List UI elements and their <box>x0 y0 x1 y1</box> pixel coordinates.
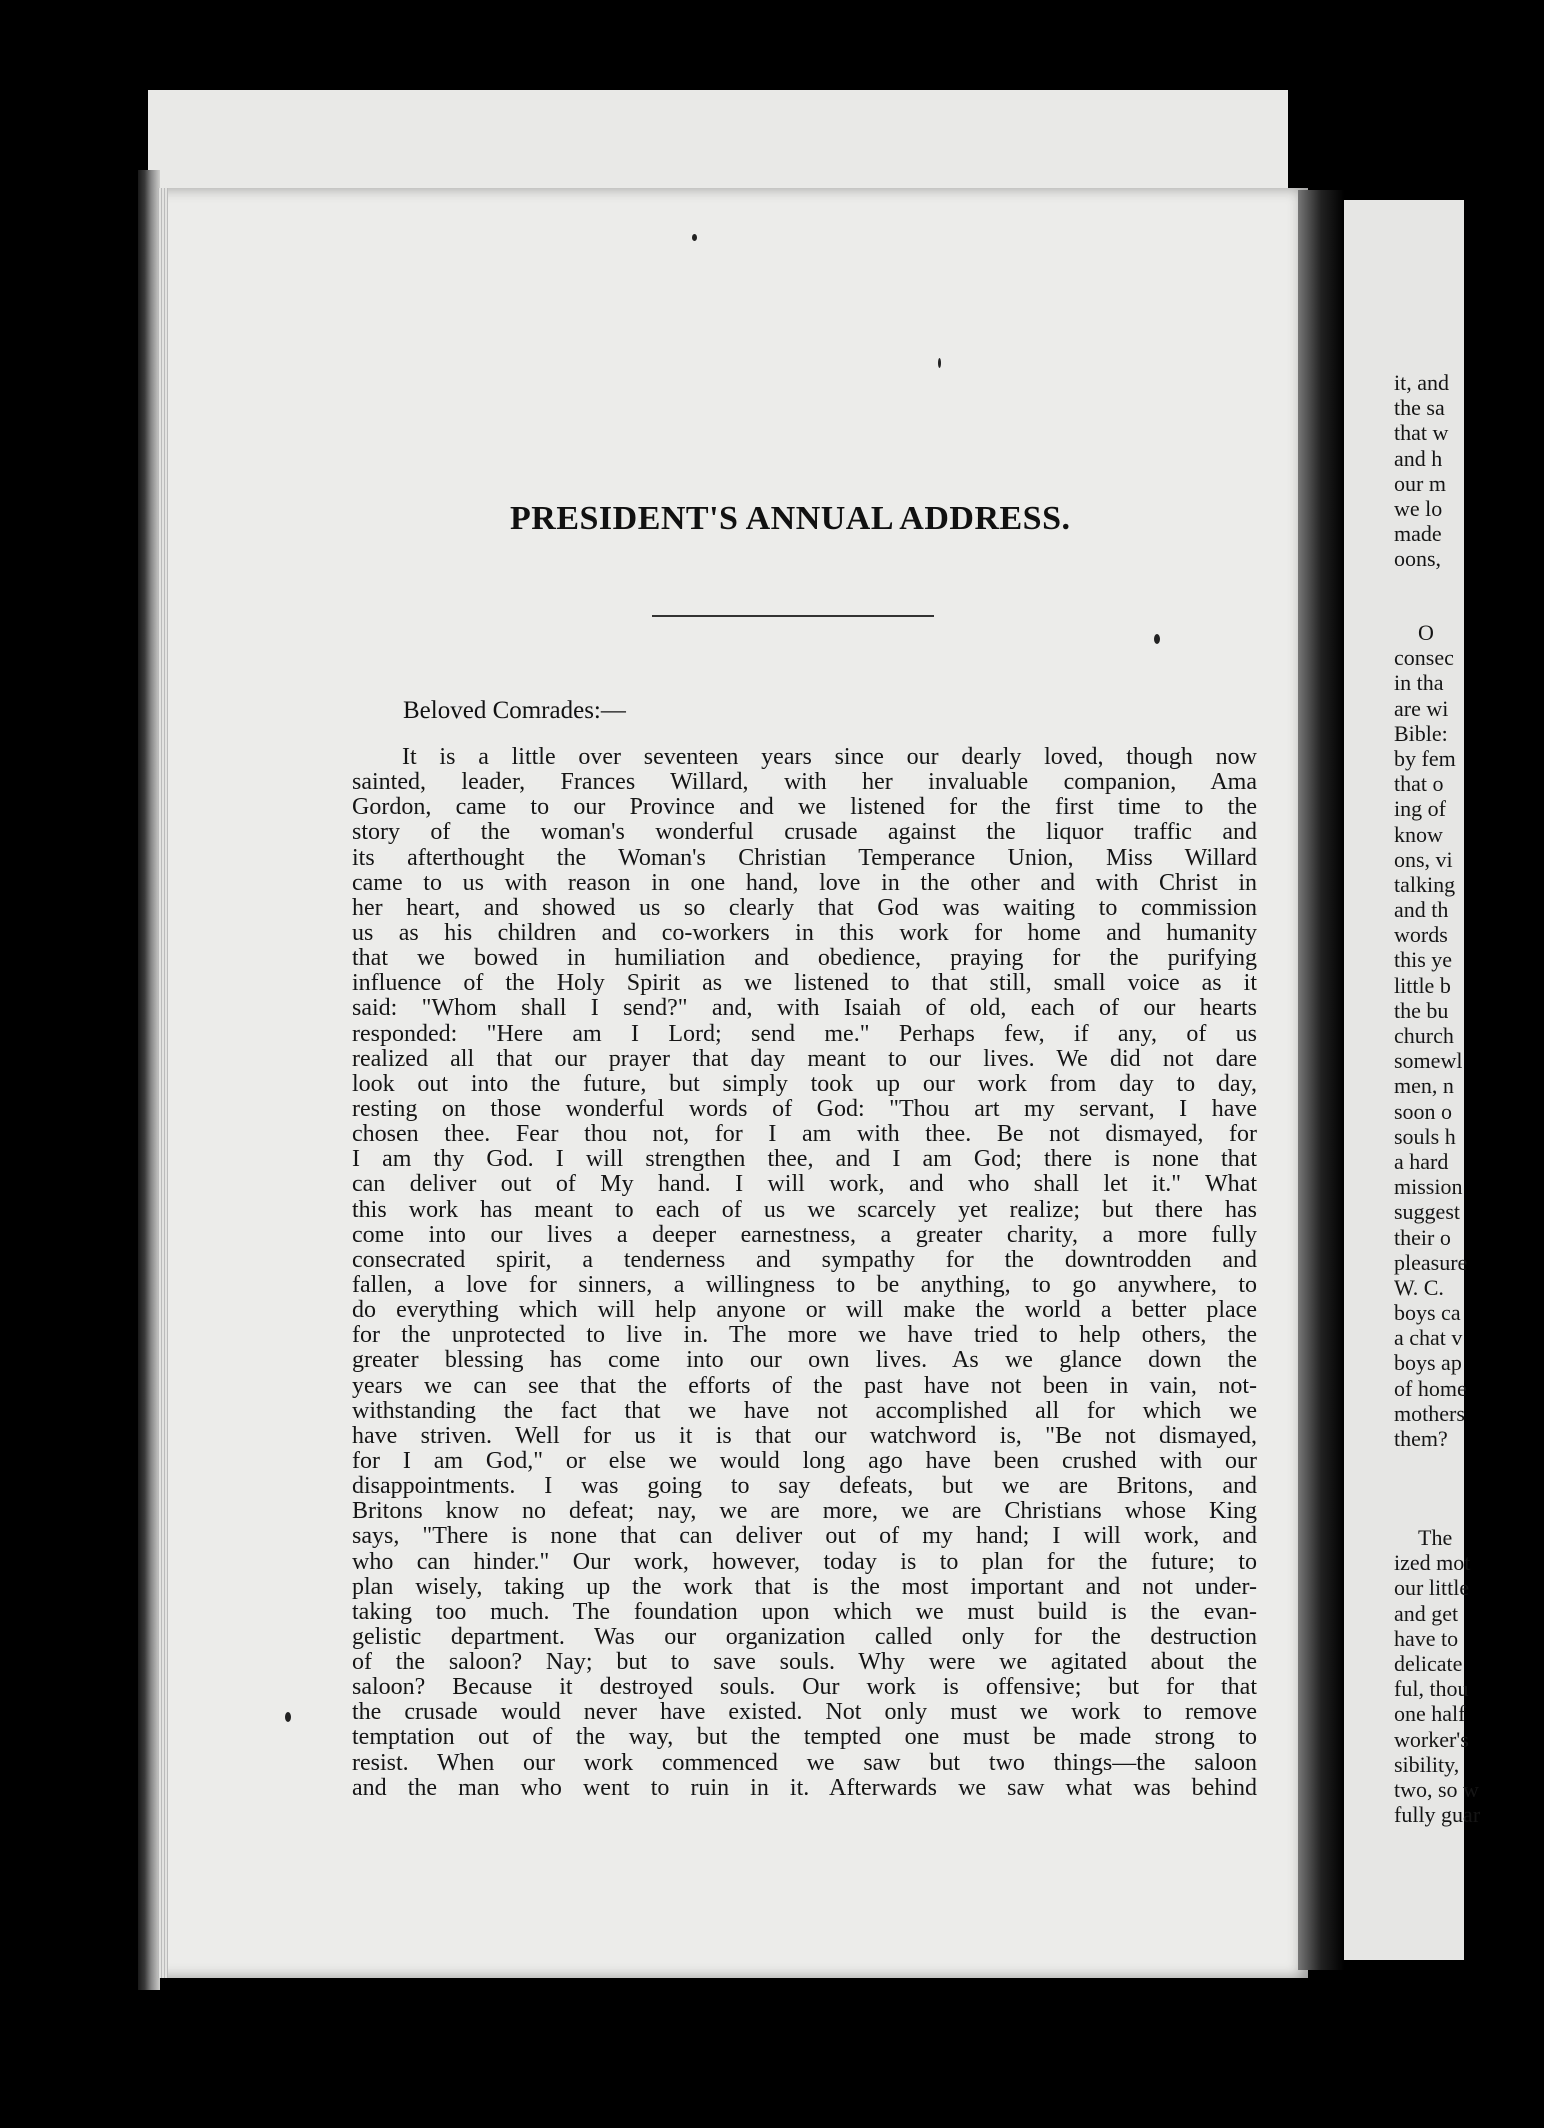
facing-text-line: ing of <box>1394 796 1446 822</box>
facing-text-line: their o <box>1394 1224 1451 1250</box>
text-line: disappointments. I was going to say defeats, but we are Britons, and <box>352 1473 1257 1500</box>
facing-text-line: of home <box>1394 1375 1467 1401</box>
text-line: and the man who went to ruin in it. Afterwards we saw what was behind <box>352 1774 1257 1801</box>
facing-text-line: our little <box>1394 1575 1470 1601</box>
facing-text-line: and th <box>1394 897 1449 923</box>
text-line: consecrated spirit, a tenderness and sympathy for the downtrodden and <box>352 1246 1257 1273</box>
book-binding <box>138 170 160 1990</box>
facing-text-line: it, and <box>1394 370 1449 395</box>
ink-speck <box>1154 634 1160 644</box>
facing-page <box>1344 200 1481 1960</box>
facing-text-line: the bu <box>1394 997 1449 1023</box>
facing-text-line: ons, vi <box>1394 846 1453 872</box>
facing-text-line: worker's <box>1394 1726 1469 1752</box>
facing-text-line: in tha <box>1394 670 1444 696</box>
facing-text-line: and get <box>1394 1600 1459 1626</box>
facing-text-line: a hard <box>1394 1148 1449 1174</box>
text-line: says, "There is none that can deliver out of my hand; I will work, and <box>352 1523 1257 1550</box>
facing-text-line: somewl <box>1394 1048 1463 1074</box>
facing-text-line: made <box>1394 521 1442 547</box>
facing-text-line: the sa <box>1394 395 1445 421</box>
facing-text-line: souls h <box>1394 1123 1456 1149</box>
facing-text-line: this ye <box>1394 947 1453 973</box>
text-line: that we bowed in humiliation and obedience, praying for the purifying <box>352 945 1257 972</box>
facing-text-line: Bible: <box>1394 720 1448 746</box>
facing-text-line: that w <box>1394 420 1449 446</box>
text-line: resting on those wonderful words of God: "Thou art my servant, I have <box>352 1095 1257 1122</box>
facing-text-line: soon o <box>1394 1098 1453 1124</box>
text-line: story of the woman's wonderful crusade against the liquor traffic and <box>352 819 1257 846</box>
facing-text-line: W. C. <box>1394 1274 1444 1300</box>
facing-text-line: by fem <box>1394 745 1456 771</box>
page-edges <box>158 188 168 1978</box>
title-rule <box>652 615 934 617</box>
facing-text-line: suggest <box>1394 1199 1460 1225</box>
facing-text-line: two, so w <box>1394 1776 1479 1802</box>
text-line: Gordon, came to our Province and we listened for the first time to the <box>352 794 1257 821</box>
text-line: chosen thee. Fear thou not, for I am with thee. Be not dismayed, for <box>352 1121 1257 1148</box>
text-line: look out into the future, but simply took up our work from day to day, <box>352 1070 1257 1097</box>
facing-text-line: and h <box>1394 445 1443 471</box>
text-line: greater blessing has come into our own lives. As we glance down the <box>352 1347 1257 1374</box>
facing-text-line: our m <box>1394 470 1446 496</box>
text-line: us as his children and co-workers in this work for home and humanity <box>352 919 1257 946</box>
facing-text-line: a chat v <box>1394 1325 1463 1351</box>
facing-text-line: little b <box>1394 972 1451 998</box>
facing-text-line: oons, <box>1394 546 1442 572</box>
facing-page-block-3 <box>1344 1525 1544 1827</box>
facing-text-line: words <box>1394 922 1448 948</box>
facing-text-line: ful, thou <box>1394 1676 1469 1702</box>
facing-text-line: pleasure <box>1394 1249 1468 1275</box>
text-line: I am thy God. I will strengthen thee, and I am God; there is none that <box>352 1146 1257 1173</box>
text-line: Britons know no defeat; nay, we are more, we are Christians whose King <box>352 1498 1257 1525</box>
facing-text-line: sibility, <box>1394 1751 1460 1777</box>
text-line: temptation out of the way, but the tempted one must be made strong to <box>352 1724 1257 1751</box>
text-line: of the saloon? Nay; but to save souls. Why were we agitated about the <box>352 1649 1257 1676</box>
text-line: for the unprotected to live in. The more we have tried to help others, the <box>352 1322 1257 1349</box>
text-line: said: "Whom shall I send?" and, with Isaiah of old, each of our hearts <box>352 995 1257 1022</box>
facing-text-line: talking <box>1394 871 1456 897</box>
text-line: who can hinder." Our work, however, today is to plan for the future; to <box>352 1548 1257 1575</box>
ink-speck <box>285 1712 291 1722</box>
text-line: this work has meant to each of us we scarcely yet realize; but there has <box>352 1196 1257 1223</box>
text-line: came to us with reason in one hand, love in the other and with Christ in <box>352 869 1257 896</box>
text-line: have striven. Well for us it is that our watchword is, "Be not dismayed, <box>352 1422 1257 1449</box>
text-line: plan wisely, taking up the work that is the most important and not under- <box>352 1573 1257 1600</box>
salutation: Beloved Comrades:— <box>403 697 626 724</box>
facing-text-line: are wi <box>1394 695 1449 721</box>
text-line: realized all that our prayer that day meant to our lives. We did not dare <box>352 1045 1257 1072</box>
facing-text-line: have to <box>1394 1625 1459 1651</box>
facing-page-block-1 <box>1344 370 1544 572</box>
facing-text-line: consec <box>1394 645 1454 671</box>
facing-text-line: mission <box>1394 1174 1463 1200</box>
body-text <box>352 745 1257 1801</box>
ink-speck <box>692 234 697 241</box>
text-line: fallen, a love for sinners, a willingness to be anything, to go anywhere, to <box>352 1271 1257 1298</box>
text-line: for I am God," or else we would long ago have been crushed with our <box>352 1447 1257 1474</box>
facing-page-block-2 <box>1344 620 1544 1451</box>
page-gutter <box>1298 190 1344 1970</box>
facing-text-line: them? <box>1394 1426 1448 1451</box>
facing-text-line: boys ca <box>1394 1300 1461 1326</box>
facing-text-line: The <box>1418 1525 1453 1550</box>
facing-text-line: delicate <box>1394 1650 1463 1676</box>
text-line: can deliver out of My hand. I will work, and who shall let it." What <box>352 1171 1257 1198</box>
text-line: resist. When our work commenced we saw but two things—the saloon <box>352 1749 1257 1776</box>
facing-text-line: boys ap <box>1394 1350 1462 1376</box>
text-line: her heart, and showed us so clearly that God was waiting to commission <box>352 894 1257 921</box>
facing-text-line: men, n <box>1394 1073 1454 1099</box>
facing-text-line: that o <box>1394 771 1444 797</box>
text-line: taking too much. The foundation upon which we must build is the evan- <box>352 1598 1257 1625</box>
text-line: come into our lives a deeper earnestness, a greater charity, a more fully <box>352 1221 1257 1248</box>
text-line: sainted, leader, Frances Willard, with her invaluable companion, Ama <box>352 769 1257 796</box>
text-line: its afterthought the Woman's Christian Temperance Union, Miss Willard <box>352 844 1257 871</box>
facing-text-line: one half <box>1394 1701 1466 1727</box>
ink-speck <box>938 358 941 368</box>
text-line: responded: "Here am I Lord; send me." Perhaps few, if any, of us <box>352 1020 1257 1047</box>
facing-text-line: O <box>1418 620 1434 645</box>
text-line: influence of the Holy Spirit as we listened to that still, small voice as it <box>352 970 1257 997</box>
facing-text-line: mothers <box>1394 1400 1465 1426</box>
text-line: gelistic department. Was our organization called only for the destruction <box>352 1623 1257 1650</box>
text-line: the crusade would never have existed. Not only must we work to remove <box>352 1699 1257 1726</box>
facing-text-line: know <box>1394 821 1443 847</box>
facing-text-line: fully guar <box>1394 1802 1481 1828</box>
text-line: withstanding the fact that we have not accomplished all for which we <box>352 1397 1257 1424</box>
facing-text-line: we lo <box>1394 495 1443 521</box>
page-title: PRESIDENT'S ANNUAL ADDRESS. <box>510 500 1071 537</box>
text-line: It is a little over seventeen years since our dearly loved, though now <box>402 744 1257 770</box>
facing-text-line: ized mot <box>1394 1550 1471 1576</box>
text-line: years we can see that the efforts of the past have not been in vain, not- <box>352 1372 1257 1399</box>
facing-text-line: church <box>1394 1023 1454 1048</box>
text-line: saloon? Because it destroyed souls. Our work is offensive; but for that <box>352 1674 1257 1701</box>
text-line: do everything which will help anyone or will make the world a better place <box>352 1297 1257 1324</box>
